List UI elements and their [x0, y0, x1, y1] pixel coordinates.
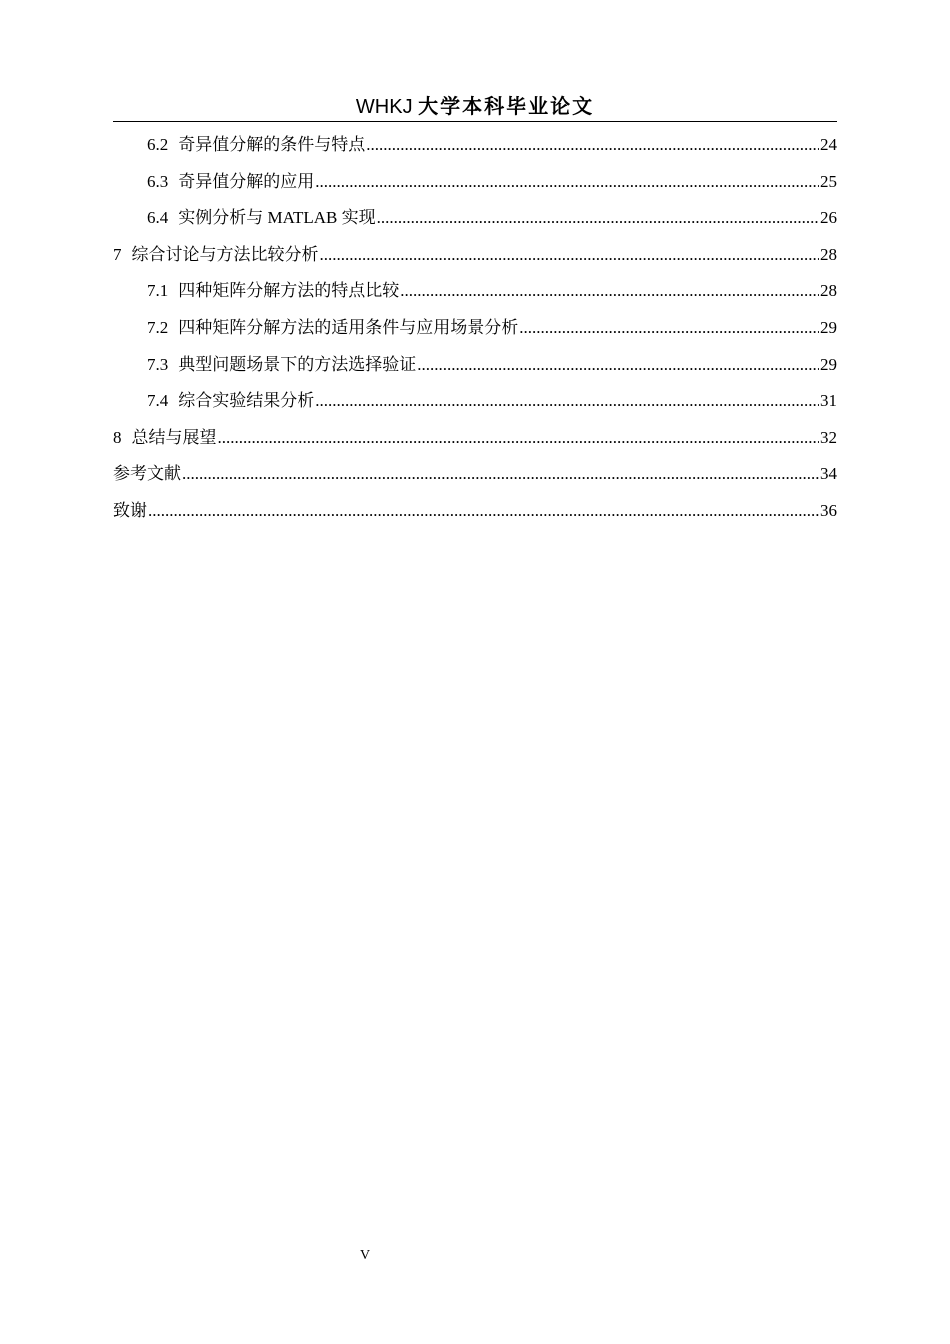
toc-entry-number: 7.1 [147, 281, 169, 301]
toc-leader-dots [182, 456, 819, 493]
toc-leader-dots [400, 273, 819, 310]
toc-entry-title: 致谢 [113, 500, 147, 520]
toc-entry[interactable] [113, 493, 837, 530]
toc-entry-number: 8 [113, 427, 122, 447]
toc-entry-number: 7.2 [147, 317, 169, 337]
toc-leader-dots [315, 383, 819, 420]
toc-entry-number: 7 [113, 244, 122, 264]
toc-entry-page: 28 [820, 244, 837, 264]
toc-entry-title: 奇异值分解的应用 [178, 171, 315, 191]
toc-entry[interactable] [113, 456, 837, 493]
toc-entry-title: 总结与展望 [131, 427, 217, 447]
toc-entry-title: 实例分析与 MATLAB 实现 [178, 208, 376, 228]
table-of-contents [113, 127, 837, 530]
toc-leader-dots [148, 493, 819, 530]
toc-entry[interactable] [113, 273, 837, 310]
toc-leader-dots [315, 164, 819, 201]
page-header [113, 92, 837, 122]
toc-entry[interactable] [113, 164, 837, 201]
toc-entry-number: 7.4 [147, 391, 169, 411]
toc-entry-page: 25 [820, 171, 837, 191]
toc-entry-title: 四种矩阵分解方法的特点比较 [178, 281, 400, 301]
toc-entry-page: 29 [820, 317, 837, 337]
toc-entry-page: 32 [820, 427, 837, 447]
toc-entry[interactable] [113, 200, 837, 237]
toc-entry-page: 31 [820, 391, 837, 411]
toc-entry-page: 24 [820, 135, 837, 154]
toc-entry-title: 综合实验结果分析 [178, 391, 315, 411]
toc-entry-page: 26 [820, 208, 837, 228]
toc-entry-number: 7.3 [147, 354, 169, 374]
header-university-code: WHKJ [355, 96, 413, 118]
toc-entry-title: 四种矩阵分解方法的适用条件与应用场景分析 [178, 317, 519, 337]
toc-entry-page: 28 [820, 281, 837, 301]
toc-entry-title: 奇异值分解的条件与特点 [178, 135, 366, 154]
header-title: 大学本科毕业论文 [418, 94, 595, 118]
toc-entry-page: 36 [820, 500, 837, 520]
toc-entry[interactable] [113, 383, 837, 420]
toc-entry-page: 34 [820, 464, 837, 484]
toc-entry[interactable] [113, 347, 837, 384]
toc-leader-dots [377, 200, 819, 237]
toc-entry[interactable] [113, 420, 837, 457]
toc-leader-dots [519, 310, 819, 347]
toc-entry[interactable] [113, 310, 837, 347]
toc-leader-dots [366, 127, 819, 164]
toc-leader-dots [417, 347, 819, 384]
toc-entry[interactable] [113, 237, 837, 274]
toc-leader-dots [218, 420, 820, 457]
toc-entry-page: 29 [820, 354, 837, 374]
page-number: V [359, 1248, 371, 1263]
toc-entry-number: 6.3 [147, 171, 169, 191]
toc-entry-number: 6.2 [147, 135, 169, 154]
toc-leader-dots [320, 237, 820, 274]
toc-entry-title: 综合讨论与方法比较分析 [131, 244, 319, 264]
toc-entry[interactable] [113, 127, 837, 164]
toc-entry-title: 典型问题场景下的方法选择验证 [178, 354, 417, 374]
toc-entry-number: 6.4 [147, 208, 169, 228]
toc-entry-title: 参考文献 [113, 464, 181, 484]
